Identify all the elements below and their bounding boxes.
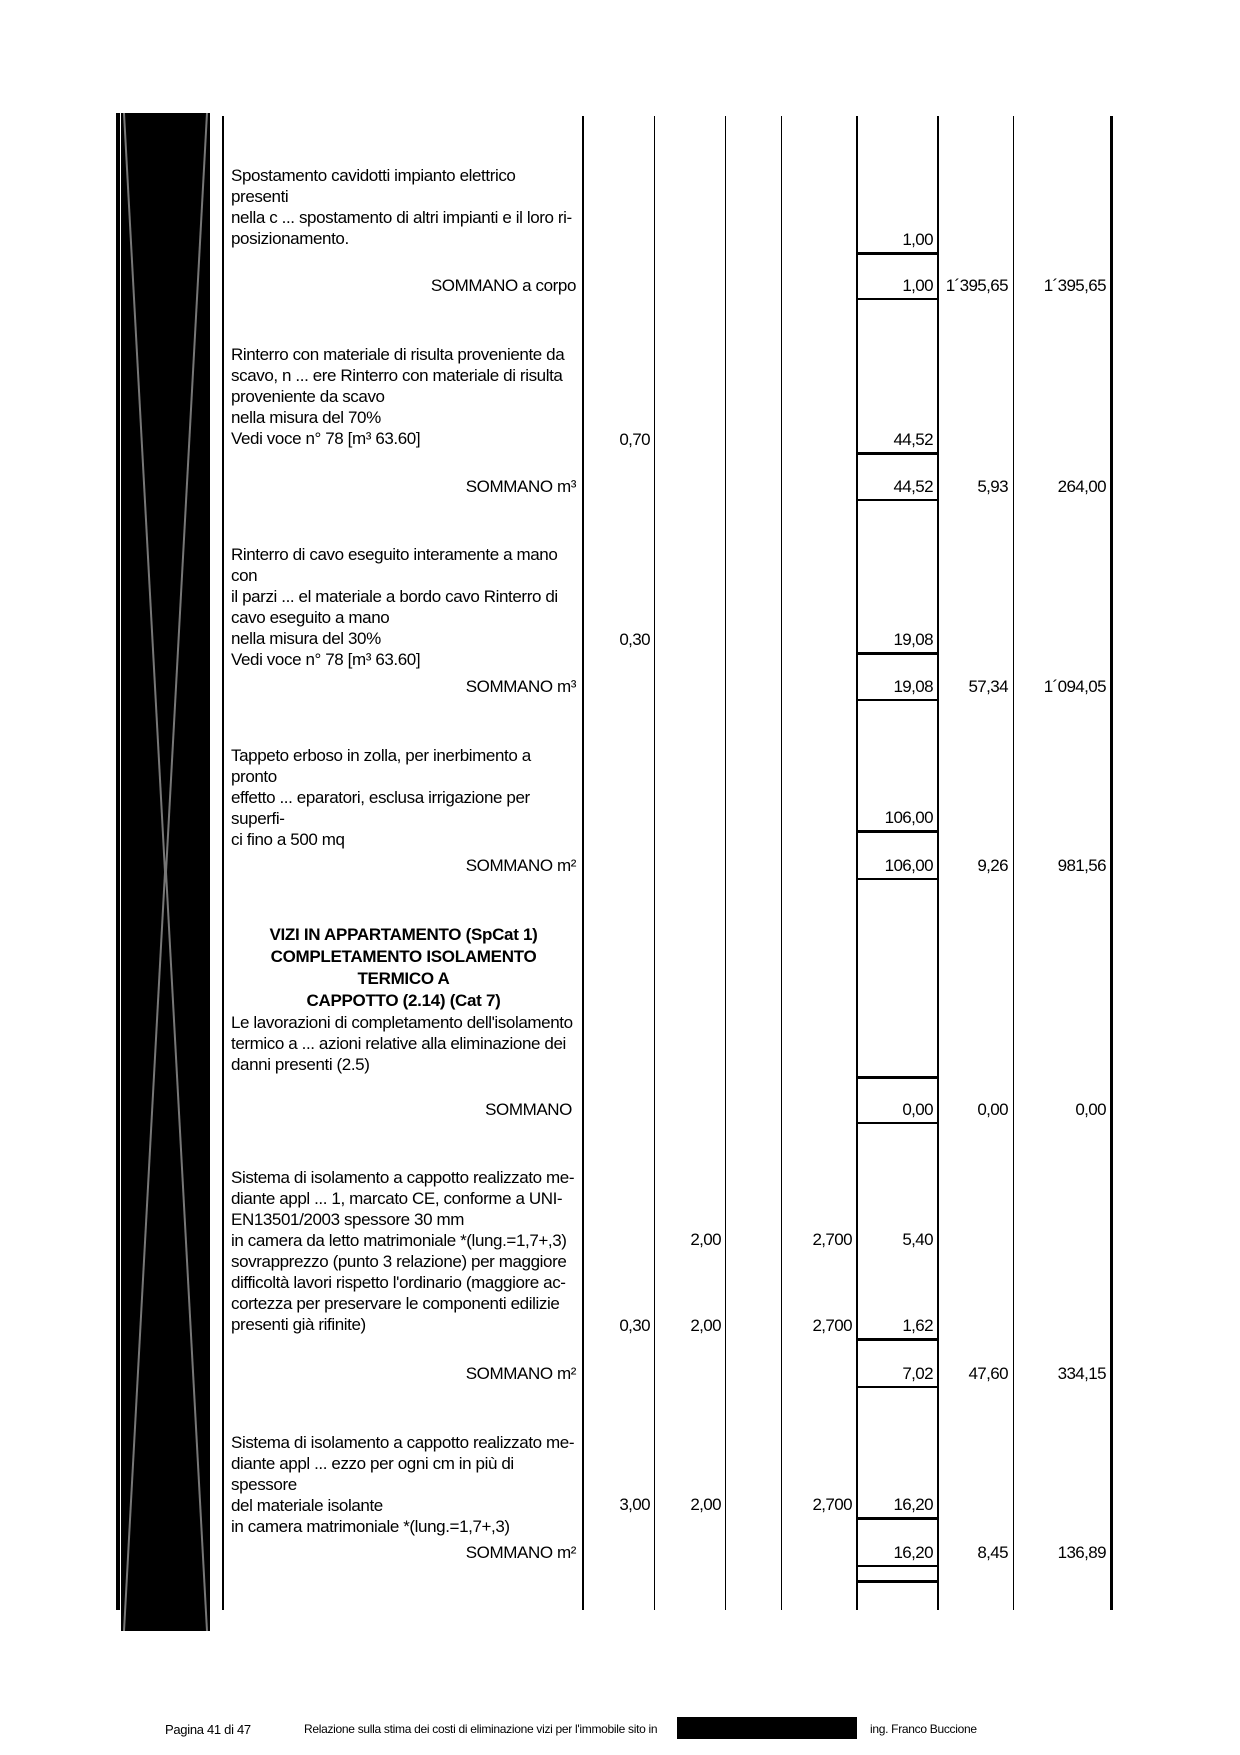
total-underline — [856, 699, 937, 701]
redacted-address-block — [677, 1717, 857, 1739]
hourglass-lines-graphic — [121, 113, 210, 1631]
subtotal-rule — [856, 452, 937, 455]
unit-price: 9,26 — [977, 856, 1008, 875]
desc-line: difficoltà lavori rispetto l'ordinario (maggiore ac- — [231, 1273, 566, 1292]
item-description — [231, 1167, 576, 1335]
desc-line: in camera matrimoniale *(lung.=1,7+,3) — [231, 1517, 510, 1536]
height-cell: 2,700 — [812, 1230, 852, 1249]
subtotal-rule — [856, 830, 937, 833]
total-quantity: 0,00 — [902, 1100, 933, 1119]
total-quantity: 16,20 — [893, 1543, 933, 1562]
desc-line: termico a ... azioni relative alla eliminazione dei — [231, 1034, 566, 1053]
lung-cell: 2,00 — [690, 1495, 721, 1514]
amount: 0,00 — [1075, 1100, 1106, 1119]
item-description — [231, 544, 576, 670]
desc-line: Sistema di isolamento a cappotto realizzato me- — [231, 1433, 575, 1452]
subtotal-rule — [856, 1338, 937, 1341]
total-quantity: 106,00 — [884, 856, 933, 875]
item-description — [231, 1012, 576, 1075]
item-description — [231, 1432, 576, 1537]
subtotal-rule — [856, 1076, 937, 1079]
col-rule-lung — [725, 116, 726, 1610]
desc-line: nella misura del 30% — [231, 629, 381, 648]
amount: 264,00 — [1057, 477, 1106, 496]
left-margin-rule — [116, 113, 120, 1610]
lung-cell: 2,00 — [690, 1230, 721, 1249]
sommano-label: SOMMANO m² — [465, 1543, 576, 1562]
height-cell: 2,700 — [812, 1316, 852, 1335]
col-rule-desc-right — [582, 116, 584, 1610]
item-description — [231, 745, 576, 850]
desc-line: cavo eseguito a mano — [231, 608, 390, 627]
total-quantity: 7,02 — [902, 1364, 933, 1383]
total-underline — [856, 1122, 937, 1124]
desc-line: sovrapprezzo (punto 3 relazione) per maggiore — [231, 1252, 567, 1271]
total-underline — [856, 1565, 937, 1567]
par-ug-cell: 0,70 — [619, 430, 650, 449]
total-underline — [856, 298, 937, 300]
quantity-cell: 1,00 — [902, 230, 933, 249]
sommano-label: SOMMANO — [485, 1100, 572, 1119]
amount: 1´395,65 — [1043, 276, 1106, 295]
desc-line: ci fino a 500 mq — [231, 830, 345, 849]
unit-price: 57,34 — [968, 677, 1008, 696]
heading-line: CAPPOTTO (2.14) (Cat 7) — [306, 991, 501, 1010]
desc-line: Sistema di isolamento a cappotto realizzato me- — [231, 1168, 575, 1187]
col-rule-amount — [1110, 116, 1113, 1610]
total-underline — [856, 1386, 937, 1388]
desc-line: Le lavorazioni di completamento dell'isolamento — [231, 1013, 573, 1032]
desc-line: proveniente da scavo — [231, 387, 385, 406]
category-heading — [231, 924, 576, 1012]
desc-line: Vedi voce n° 78 [m³ 63.60] — [231, 429, 421, 448]
desc-line: scavo, n ... ere Rinterro con materiale di risulta — [231, 366, 563, 385]
unit-price: 0,00 — [977, 1100, 1008, 1119]
desc-line: Rinterro di cavo eseguito interamente a mano con — [231, 545, 558, 585]
desc-line: Spostamento cavidotti impianto elettrico presenti — [231, 166, 516, 206]
total-underline — [856, 1580, 937, 1583]
par-ug-cell: 0,30 — [619, 1316, 650, 1335]
desc-line: Vedi voce n° 78 [m³ 63.60] — [231, 650, 421, 669]
col-rule-larg — [781, 116, 782, 1610]
desc-line: posizionamento. — [231, 229, 349, 248]
quantity-cell: 44,52 — [893, 430, 933, 449]
col-rule-qty — [937, 116, 939, 1610]
left-redaction-band — [121, 113, 210, 1631]
sommano-label: SOMMANO m² — [465, 1364, 576, 1383]
col-rule-desc-left — [222, 116, 224, 1610]
subtotal-rule — [856, 252, 937, 255]
heading-line: COMPLETAMENTO ISOLAMENTO TERMICO A — [270, 947, 537, 988]
subtotal-rule — [856, 652, 937, 655]
desc-line: diante appl ... 1, marcato CE, conforme a UNI- — [231, 1189, 563, 1208]
sommano-label: SOMMANO m³ — [465, 677, 576, 696]
total-underline — [856, 499, 937, 501]
unit-price: 5,93 — [977, 477, 1008, 496]
desc-line: del materiale isolante — [231, 1496, 383, 1515]
desc-line: cortezza per preservare le componenti edilizie — [231, 1294, 560, 1313]
quantity-cell: 106,00 — [884, 808, 933, 827]
par-ug-cell: 3,00 — [619, 1495, 650, 1514]
col-rule-price — [1013, 116, 1014, 1610]
unit-price: 1´395,65 — [945, 276, 1008, 295]
quantity-cell: 1,62 — [902, 1316, 933, 1335]
col-rule-par — [654, 116, 655, 1610]
total-quantity: 19,08 — [893, 677, 933, 696]
amount: 334,15 — [1057, 1364, 1106, 1383]
unit-price: 8,45 — [977, 1543, 1008, 1562]
desc-line: presenti già rifinite) — [231, 1315, 366, 1334]
footer-author: ing. Franco Buccione — [870, 1722, 977, 1736]
desc-line: danni presenti (2.5) — [231, 1055, 370, 1074]
total-quantity: 1,00 — [902, 276, 933, 295]
desc-line: EN13501/2003 spessore 30 mm — [231, 1210, 465, 1229]
page-number: Pagina 41 di 47 — [165, 1722, 251, 1737]
desc-line: il parzi ... el materiale a bordo cavo Rinterro di — [231, 587, 558, 606]
sommano-label: SOMMANO m³ — [465, 477, 576, 496]
sommano-label: SOMMANO m² — [465, 856, 576, 875]
desc-line: Tappeto erboso in zolla, per inerbimento a pronto — [231, 746, 531, 786]
amount: 981,56 — [1057, 856, 1106, 875]
par-ug-cell: 0,30 — [619, 630, 650, 649]
amount: 1´094,05 — [1043, 677, 1106, 696]
footer-title: Relazione sulla stima dei costi di eliminazione vizi per l'immobile sito in — [304, 1722, 658, 1736]
desc-line: nella c ... spostamento di altri impianti e il loro ri- — [231, 208, 572, 227]
amount: 136,89 — [1057, 1543, 1106, 1562]
desc-line: in camera da letto matrimoniale *(lung.=1,7+,3) — [231, 1231, 567, 1250]
item-description — [231, 165, 576, 249]
height-cell: 2,700 — [812, 1495, 852, 1514]
quantity-cell: 5,40 — [902, 1230, 933, 1249]
sommano-label: SOMMANO a corpo — [430, 276, 576, 295]
total-underline — [856, 878, 937, 880]
subtotal-rule — [856, 1517, 937, 1520]
desc-line: effetto ... eparatori, esclusa irrigazione per superfi- — [231, 788, 530, 828]
desc-line: nella misura del 70% — [231, 408, 381, 427]
heading-line: VIZI IN APPARTAMENTO (SpCat 1) — [269, 925, 538, 944]
desc-line: diante appl ... ezzo per ogni cm in più di spessore — [231, 1454, 514, 1494]
item-description — [231, 344, 576, 449]
quantity-cell: 16,20 — [893, 1495, 933, 1514]
lung-cell: 2,00 — [690, 1316, 721, 1335]
quantity-cell: 19,08 — [893, 630, 933, 649]
total-quantity: 44,52 — [893, 477, 933, 496]
unit-price: 47,60 — [968, 1364, 1008, 1383]
desc-line: Rinterro con materiale di risulta proveniente da — [231, 345, 565, 364]
